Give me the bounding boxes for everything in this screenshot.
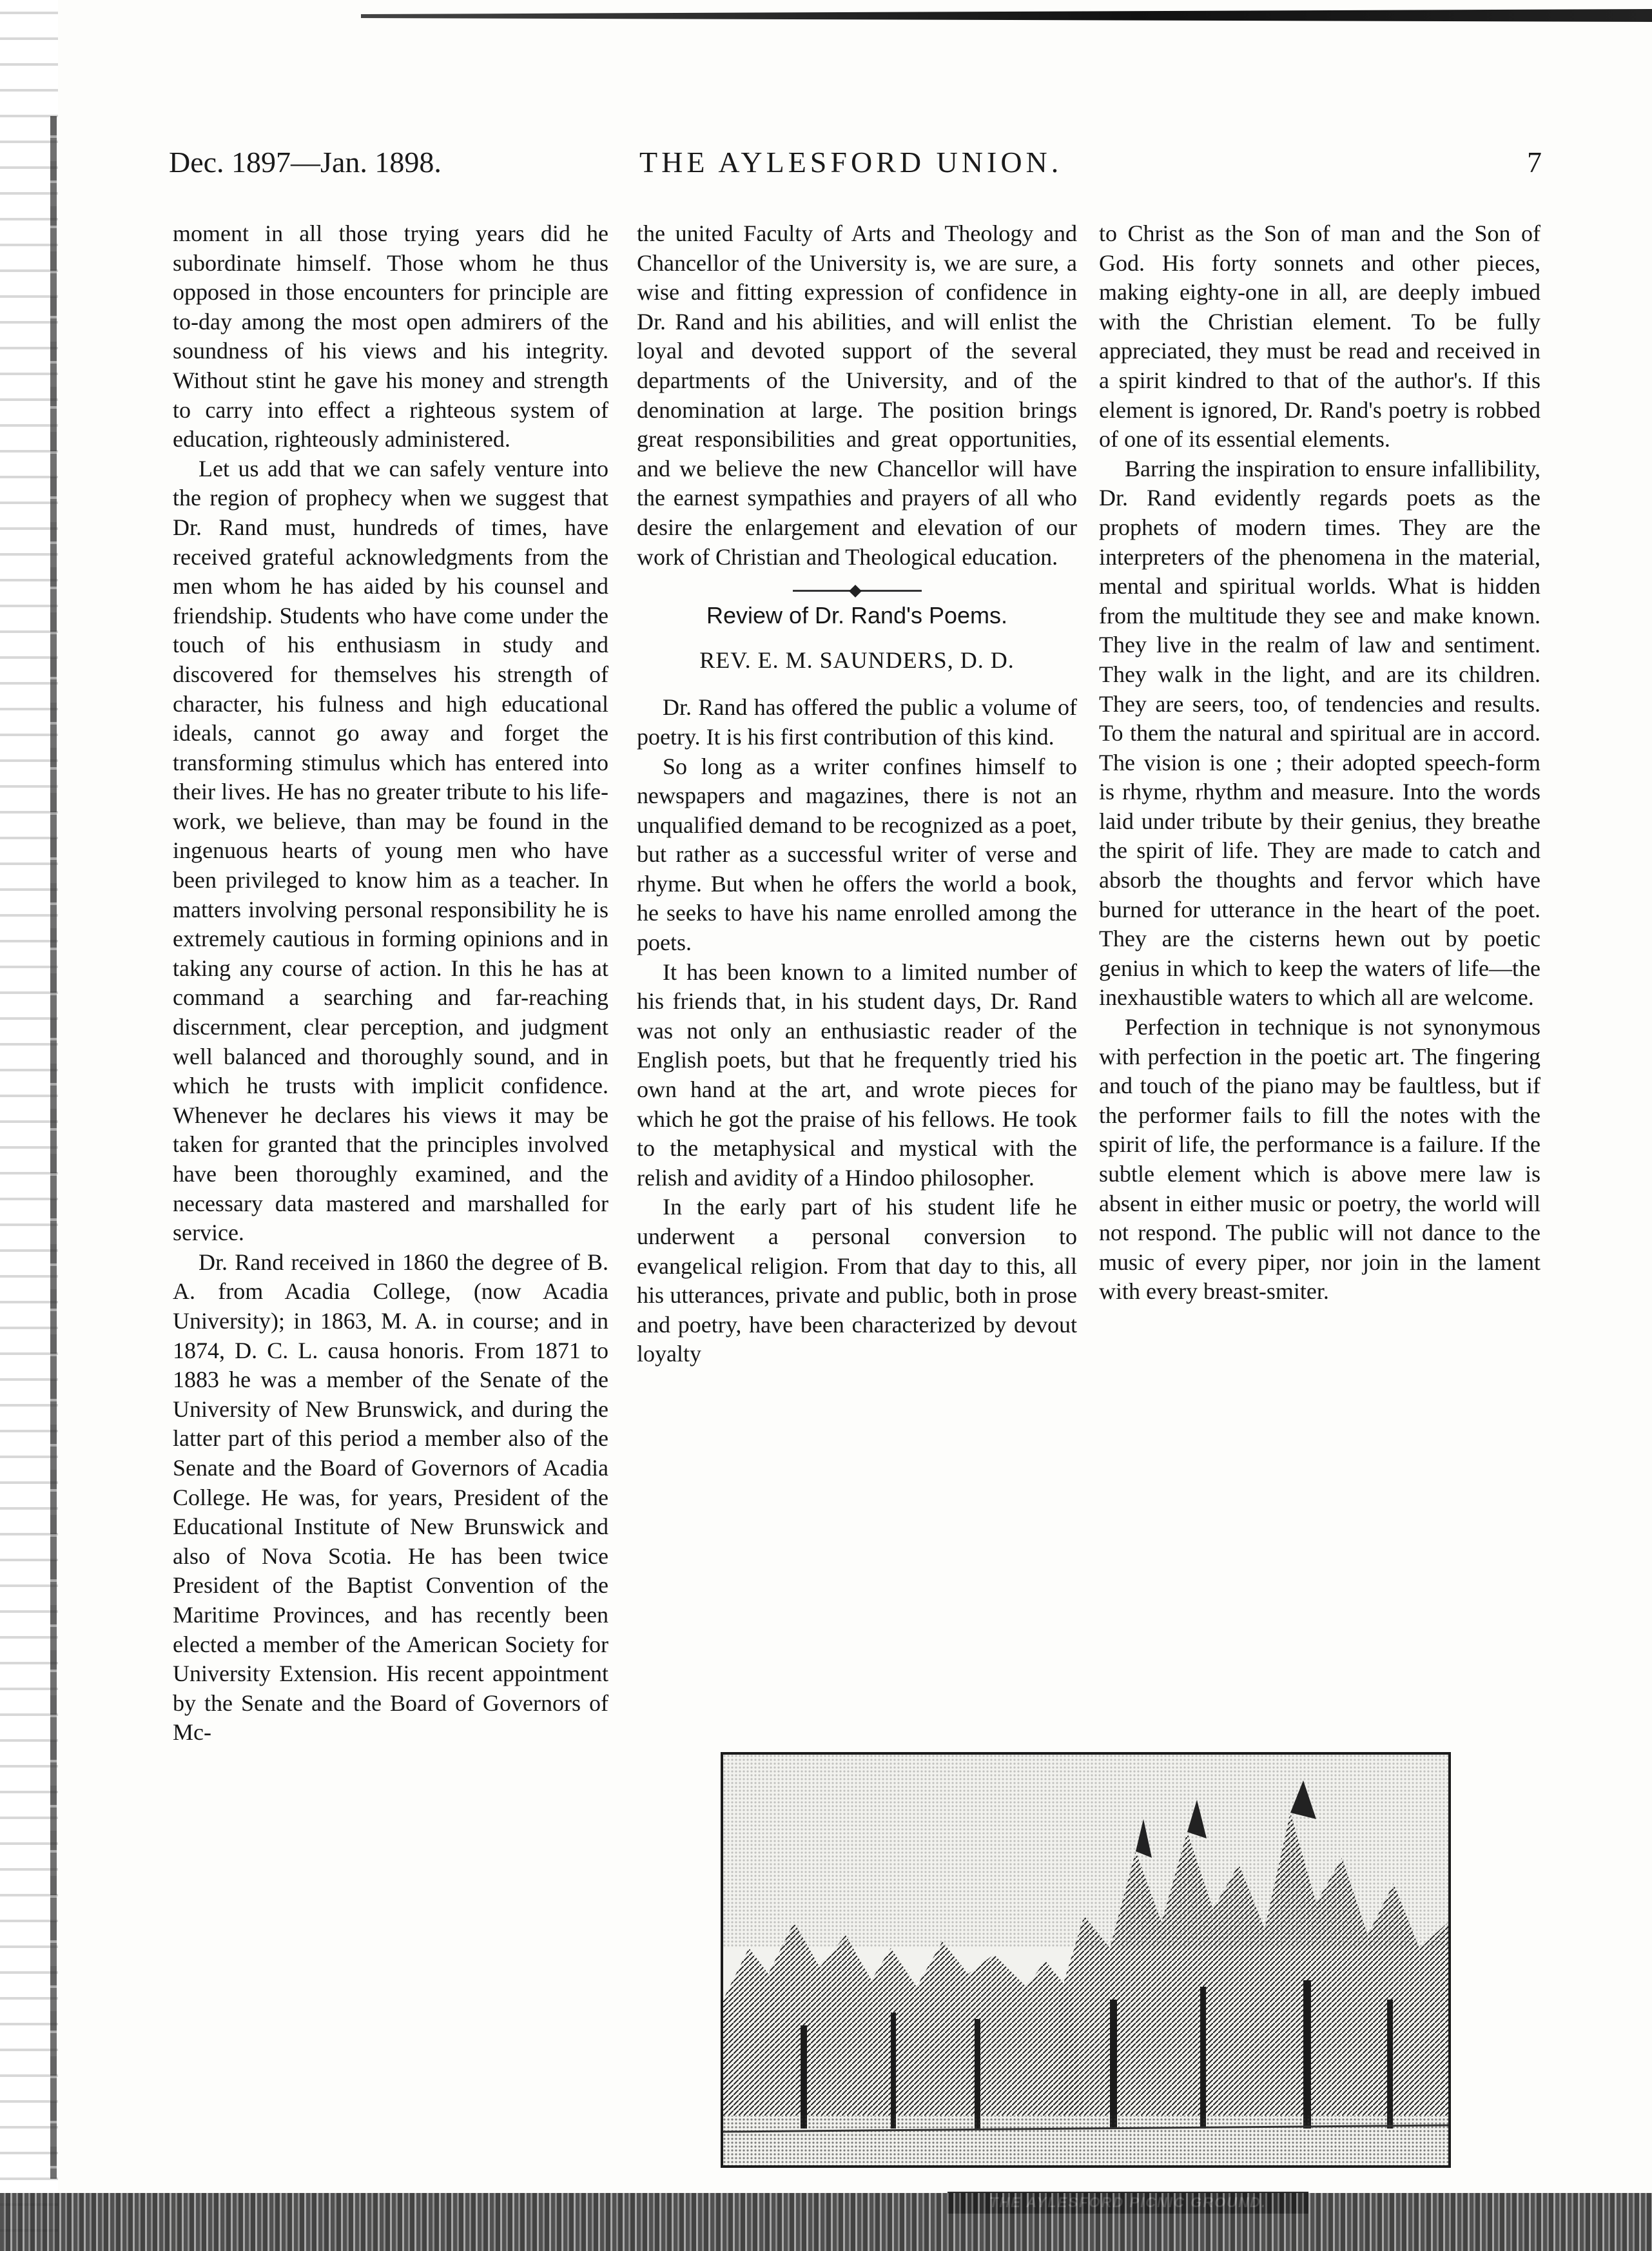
header-title: THE AYLESFORD UNION. (639, 146, 1063, 179)
column-1 (173, 219, 608, 1748)
top-scan-rule (361, 9, 1652, 22)
paragraph: moment in all those trying years did he subordinate himself. Those whom he thus opposed in those encounters for principle are to-day among the most open admirers of the soundness of his views and his integrity. Without stint he gave his money and strength to carry into effect a righteous system of education, righteously administered. (173, 220, 608, 453)
page-number: 7 (1527, 146, 1542, 179)
paragraph: It has been known to a limited number of his friends that, in his student days, Dr. Rand was not only an enthusiastic reader of the English poets, but that he frequently tried his own hand at the art, and wrote pieces for which he got the praise of his fellows. He took to the metaphysical and mystical with the relish and avidity of a Hindoo philosopher. (637, 959, 1077, 1191)
scan-left-margin (0, 0, 58, 2251)
column-2 (637, 219, 1077, 1369)
forest-engraving (723, 1755, 1448, 2165)
page-header (169, 132, 1542, 184)
paragraph: Let us add that we can safely venture into the region of prophecy when we suggest that Dr. Rand must, hundreds of times, have received grateful acknowledgments from the men whom he has aided by his counsel and friendship. Students who have come under the touch of his enthusiasm in study and discovered for themselves his strength of character, his fulness and high educational ideals, cannot go away and forget the transforming stimulus which has entered into their lives. He has no greater tribute to his life-work, we believe, than may be found in the ingenuous hearts of young men who have been privileged to know him as a teacher. In matters involving personal responsibility he is extremely cautious in forming opinions and in taking any course of action. In this he has at command a searching and far-reaching discernment, clear perception, and judgment well balanced and thoroughly sound, and in which he trusts with implicit confidence. Whenever he declares his views it may be taken for granted that the principles involved have been thoroughly examined, and the necessary data mastered and marshalled for service. (173, 455, 608, 1246)
section-title: Review of Dr. Rand's Poems. (706, 602, 1008, 629)
picnic-ground-illustration (721, 1752, 1451, 2168)
page-edge-shadow (50, 116, 57, 2179)
bottom-scan-edge (0, 2193, 1652, 2251)
paragraph: Perfection in technique is not synonymous with perfection in the poetic art. The fingering and touch of the piano may be faultless, but if the performer fails to fill the notes with the spirit of life, the performance is a failure. If the subtle element which is above mere law is absent in either music or poetry, the world will not respond. The public will not dance to the music of every piper, nor join in the lament with every breast-smiter. (1099, 1014, 1540, 1305)
column-3 (1099, 219, 1540, 1307)
paragraph: Barring the inspiration to ensure infallibility, Dr. Rand evidently regards poets as the prophets of modern times. They are the interpreters of the phenomena in the material, mental and spiritual worlds. What is hidden from the multitude they see and make known. They live in the realm of law and sentiment. They walk in the light, and are its children. They are seers, too, of tendencies and results. To them the natural and spiritual are in accord. The vision is one ; their adopted speech-form is rhyme, rhythm and measure. Into the words laid under tribute by their genius, they breathe the spirit of life. They are made to catch and absorb the thoughts and fervor which have burned for utterance in the heart of the poet. They are the cisterns hewn out by poetic genius in which to keep the waters of life—the inexhaustible waters to which all are welcome. (1099, 455, 1540, 1011)
paragraph: In the early part of his student life he underwent a personal conversion to evangelical religion. From that day to this, all his utterances, private and public, both in prose and poetry, have been characterized by devout loyalty (637, 1194, 1077, 1367)
section-divider (793, 590, 922, 592)
paragraph: the united Faculty of Arts and Theology and Chancellor of the University is, we are sure, a wise and fitting expression of confidence in Dr. Rand and his abilities, and will enlist the loyal and devoted support of the several departments of the University, and of the denomination at large. The position brings great responsibilities and great opportunities, and we believe the new Chancellor will have the earnest sympathies and prayers of all who desire the enlargement and elevation of our work of Christian and Theological education. (637, 220, 1077, 570)
header-date: Dec. 1897—Jan. 1898. (169, 146, 442, 179)
paragraph: So long as a writer confines himself to newspapers and magazines, there is not an unqualified demand to be recognized as a poet, but rather as a successful writer of verse and rhyme. But when he offers the world a book, he seeks to have his name enrolled among the poets. (637, 753, 1077, 956)
author-byline: REV. E. M. SAUNDERS, D. D. (699, 647, 1015, 673)
paragraph: to Christ as the Son of man and the Son of God. His forty sonnets and other pieces, making eighty-one in all, are deeply imbued with the Christian element. To be fully appreciated, they must be read and received in a spirit kindred to that of the author's. If this element is ignored, Dr. Rand's poetry is robbed of one of its essential elements. (1099, 220, 1540, 453)
paragraph: Dr. Rand has offered the public a volume of poetry. It is his first contribution of this kind. (637, 694, 1077, 750)
paragraph: Dr. Rand received in 1860 the degree of B. A. from Acadia College, (now Acadia University); in 1863, M. A. in course; and in 1874, D. C. L. causa honoris. From 1871 to 1883 he was a member of the Senate of the University of New Brunswick, and during the latter part of this period a member also of the Senate and the Board of Governors of Acadia College. He was, for years, President of the Educational Institute of New Brunswick and also of Nova Scotia. He has been twice President of the Baptist Convention of the Maritime Provinces, and has recently been elected a member of the American Society for University Extension. His recent appointment by the Senate and the Board of Governors of Mc- (173, 1249, 608, 1746)
